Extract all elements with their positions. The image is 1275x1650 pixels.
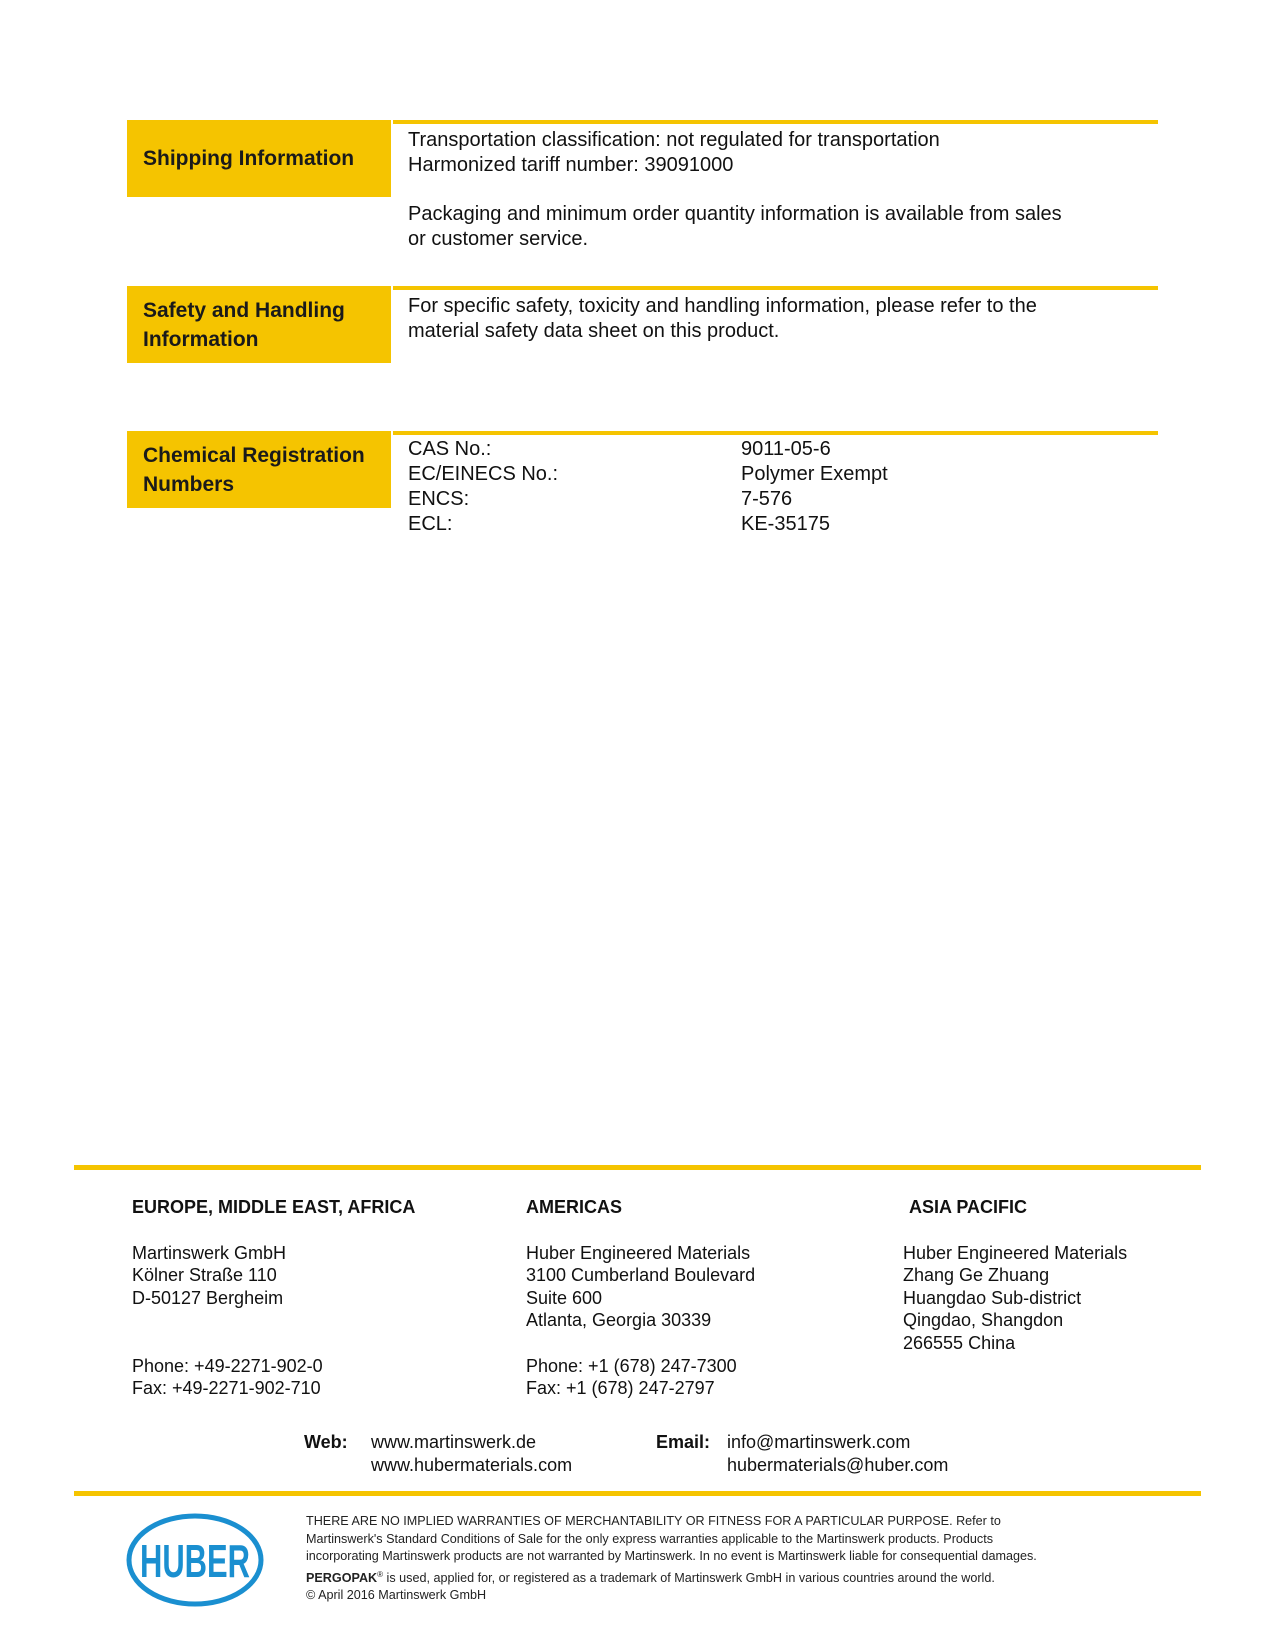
- disclaimer: [306, 1513, 1186, 1605]
- trademark-line: [306, 1566, 1186, 1588]
- address-line: 266555 China: [903, 1332, 1016, 1353]
- registration-section: [127, 431, 1158, 541]
- trademark-name: PERGOPAK: [306, 1570, 378, 1585]
- section-rule: [393, 286, 1158, 290]
- web-label: Web:: [304, 1432, 348, 1452]
- footer-bottom-rule: [74, 1491, 1201, 1496]
- safety-line: material safety data sheet on this product.: [408, 320, 780, 342]
- address-line: Huber Engineered Materials: [903, 1242, 1128, 1263]
- email-link[interactable]: info@martinswerk.com: [727, 1432, 911, 1452]
- section-label-text: Chemical Registration: [143, 443, 365, 467]
- reg-name: CAS No.:: [408, 438, 492, 460]
- section-rule: [393, 431, 1158, 435]
- address-line: Kölner Straße 110: [132, 1265, 277, 1285]
- shipping-line: Transportation classification: not regulated for transportation: [408, 129, 940, 151]
- fax-number: Fax: +1 (678) 247-2797: [526, 1378, 715, 1398]
- huber-logo: [126, 1513, 264, 1607]
- region-americas: [526, 1196, 755, 1400]
- region-emea: [132, 1196, 415, 1400]
- disclaimer-line: incorporating Martinswerk products are not warranted by Martinswerk. In no event is Martinswerk liable for consequential damages.: [306, 1549, 1037, 1563]
- section-label-text: Information: [143, 327, 259, 351]
- web-link[interactable]: www.hubermaterials.com: [371, 1454, 573, 1475]
- shipping-body: [408, 128, 1118, 252]
- disclaimer-line: Martinswerk's Standard Conditions of Sale for the only express warranties applicable to the Martinswerk products. Products: [306, 1531, 993, 1546]
- region-heading: AMERICAS: [526, 1197, 623, 1217]
- reg-name: EC/EINECS No.:: [408, 463, 559, 485]
- section-label-registration: [127, 431, 391, 508]
- region-heading: ASIA PACIFIC: [909, 1197, 1028, 1217]
- reg-name: ECL:: [408, 513, 453, 535]
- section-rule: [393, 120, 1158, 124]
- address-line: Qingdao, Shangdon: [903, 1310, 1064, 1330]
- section-label-text: Shipping Information: [143, 147, 355, 170]
- reg-value: KE-35175: [741, 513, 830, 535]
- address-line: 3100 Cumberland Boulevard: [526, 1265, 756, 1285]
- registered-mark: ®: [377, 1569, 384, 1579]
- address-line: Suite 600: [526, 1287, 603, 1308]
- address-line: D-50127 Bergheim: [132, 1287, 284, 1308]
- registration-table: [408, 437, 1118, 537]
- packaging-line: Packaging and minimum order quantity information is available from sales: [408, 203, 1062, 225]
- trademark-text: is used, applied for, or registered as a trademark of Martinswerk GmbH in various countries around the world.: [383, 1570, 995, 1585]
- reg-value: 9011-05-6: [741, 438, 831, 460]
- packaging-line: or customer service.: [408, 228, 589, 250]
- region-apac: [903, 1196, 1127, 1354]
- copyright: © April 2016 Martinswerk GmbH: [306, 1588, 487, 1603]
- reg-value: Polymer Exempt: [741, 463, 888, 485]
- disclaimer-line: THERE ARE NO IMPLIED WARRANTIES OF MERCHANTABILITY OR FITNESS FOR A PARTICULAR PURPOSE. Refer to: [306, 1514, 1001, 1528]
- phone-number: Phone: +49-2271-902-0: [132, 1355, 323, 1376]
- footer-top-rule: [74, 1165, 1201, 1170]
- reg-name: ENCS:: [408, 488, 470, 510]
- safety-line: For specific safety, toxicity and handling information, please refer to the: [408, 295, 1037, 317]
- email-link[interactable]: hubermaterials@huber.com: [727, 1454, 949, 1475]
- address-line: Atlanta, Georgia 30339: [526, 1310, 712, 1330]
- safety-body: [408, 294, 1118, 344]
- section-label-safety: [127, 286, 391, 363]
- address-line: Martinswerk GmbH: [132, 1242, 287, 1263]
- address-line: Zhang Ge Zhuang: [903, 1265, 1050, 1285]
- shipping-line: Harmonized tariff number: 39091000: [408, 154, 734, 176]
- logo-text: HUBER: [140, 1535, 250, 1587]
- fax-number: Fax: +49-2271-902-710: [132, 1378, 321, 1398]
- web-link[interactable]: www.martinswerk.de: [371, 1432, 537, 1452]
- shipping-section: [127, 120, 1158, 260]
- address-line: Huber Engineered Materials: [526, 1242, 751, 1263]
- section-label-text: Numbers: [143, 472, 235, 496]
- section-label-text: Safety and Handling: [143, 298, 345, 322]
- email-label: Email:: [656, 1432, 711, 1452]
- address-line: Huangdao Sub-district: [903, 1287, 1082, 1308]
- phone-number: Phone: +1 (678) 247-7300: [526, 1355, 737, 1376]
- region-heading: EUROPE, MIDDLE EAST, AFRICA: [132, 1197, 416, 1217]
- section-label-shipping: [127, 120, 391, 197]
- safety-section: [127, 286, 1158, 366]
- reg-value: 7-576: [741, 488, 793, 510]
